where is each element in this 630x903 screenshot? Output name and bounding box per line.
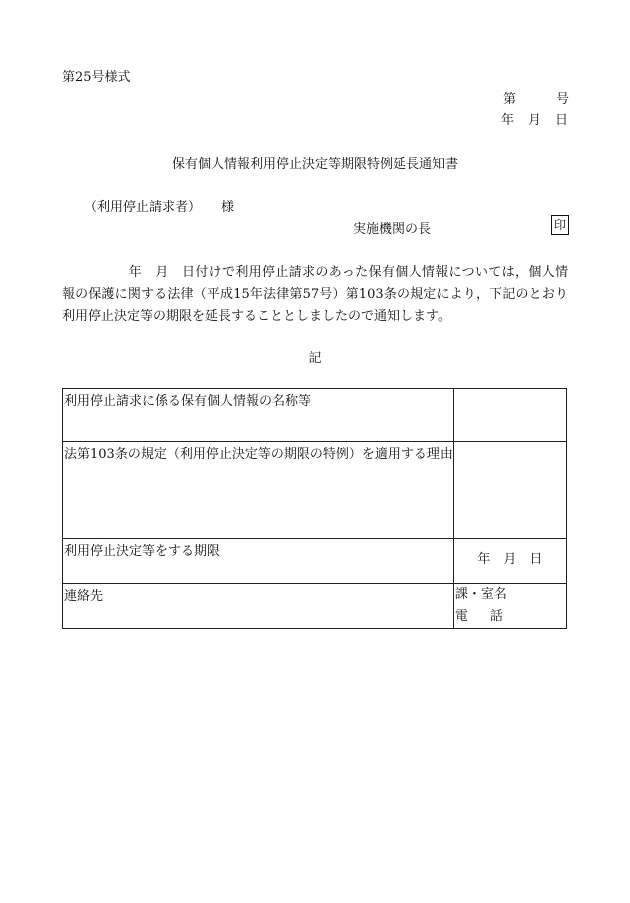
contact-section: 課・室名 bbox=[454, 587, 507, 602]
table-row bbox=[63, 442, 567, 539]
sender-name: 実施機関の長 bbox=[353, 222, 432, 237]
deadline-date: 年 月 日 bbox=[453, 539, 566, 584]
contact-phone: 電話 bbox=[454, 609, 525, 624]
table-row bbox=[63, 389, 567, 442]
contact-info bbox=[453, 584, 566, 629]
document-title: 保有個人情報利用停止決定等期限特例延長通知書 bbox=[171, 157, 458, 172]
row-value bbox=[453, 389, 566, 442]
row-label: 利用停止決定等をする期限 bbox=[63, 539, 454, 584]
seal-mark: 印 bbox=[551, 215, 569, 235]
body-text: 年 月 日付けで利用停止請求のあった保有個人情報については，個人情報の保護に関する法律（平成15年法律第57号）第103条の規定により，下記のとおり利用停止決定等の期限を延長することとしましたので通知します。 bbox=[62, 265, 568, 324]
document-number-prefix: 第 bbox=[503, 92, 517, 107]
table-row bbox=[63, 539, 567, 584]
table-row bbox=[63, 584, 567, 629]
date-month: 月 bbox=[528, 113, 542, 128]
document-number-suffix: 号 bbox=[556, 92, 570, 107]
row-label: 法第103条の規定（利用停止決定等の期限の特例）を適用する理由 bbox=[63, 442, 454, 539]
addressee-name: （利用停止請求者） bbox=[84, 200, 202, 215]
form-number: 第25号様式 bbox=[62, 70, 131, 85]
date-day: 日 bbox=[555, 113, 569, 128]
row-label: 連絡先 bbox=[63, 584, 454, 629]
row-value bbox=[453, 442, 566, 539]
ki-heading: 記 bbox=[308, 351, 322, 366]
addressee-honorific: 様 bbox=[221, 200, 235, 215]
date-year: 年 bbox=[501, 113, 515, 128]
addressee bbox=[84, 196, 234, 215]
row-label: 利用停止請求に係る保有個人情報の名称等 bbox=[63, 389, 454, 442]
detail-table bbox=[62, 388, 567, 629]
